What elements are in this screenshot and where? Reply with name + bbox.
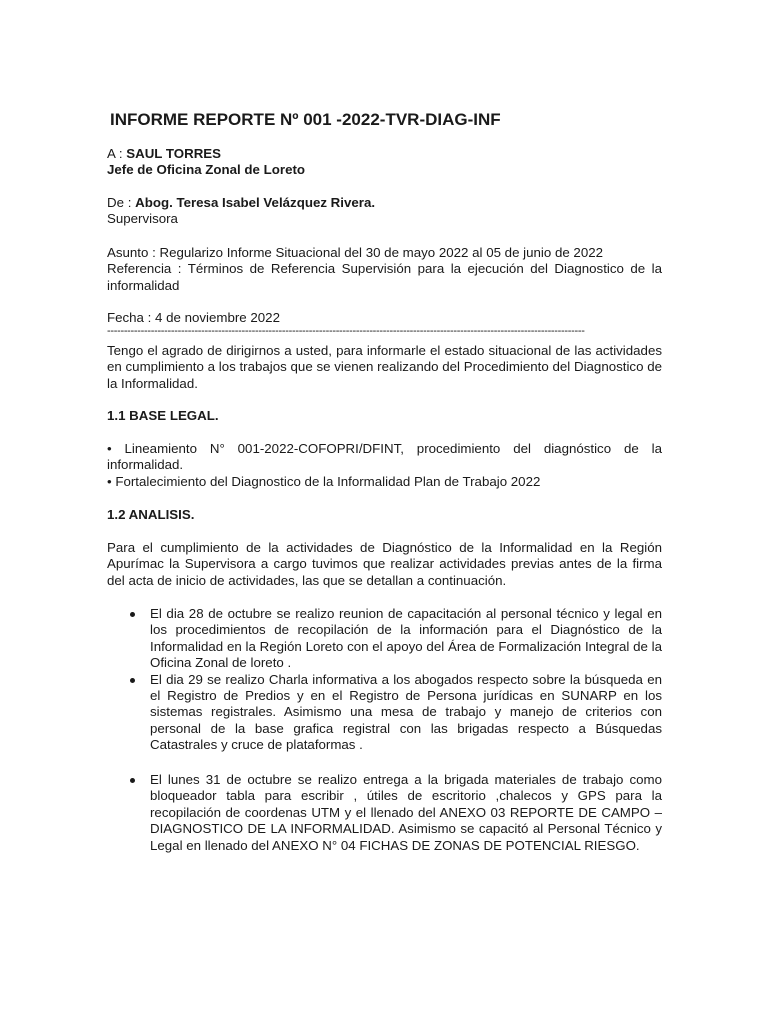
activity-list-continued bbox=[107, 772, 662, 854]
bullet-dot-icon bbox=[130, 678, 135, 683]
bullet-dot-icon bbox=[130, 778, 135, 783]
section-2-heading: 1.2 ANALISIS. bbox=[107, 507, 195, 522]
separator-line: ---------------------------------------------------------------------------------------------------------------------------------------------- bbox=[107, 325, 585, 337]
bullet-dot-icon bbox=[130, 612, 135, 617]
recipient-block bbox=[107, 146, 662, 179]
sender-block bbox=[107, 195, 662, 228]
activity-text: El dia 29 se realizo Charla informativa a los abogados respecto sobre la búsqueda en el Registro de Predios y en el Registro de Persona jurídicas en SUNARP en los sistemas registrales. Asimismo una mesa de trabajo y manejo de criterios con personal de la base grafica registral con las brigadas respecto a Búsquedas Catastrales y cruce de plataformas . bbox=[150, 671, 662, 753]
sender-line bbox=[107, 195, 662, 211]
activity-text: El lunes 31 de octubre se realizo entrega a la brigada materiales de trabajo como bloqueador tabla para escribir , útiles de escritorio ,chalecos y GPS para la recopilación de coordenas UTM y el llenado del ANEXO 03 REPORTE DE CAMPO – DIAGNOSTICO DE LA INFORMALIDAD. Asimismo se capacitó al Personal Técnico y Legal en llenado del ANEXO N° 04 FICHAS DE ZONAS DE POTENCIAL RIESGO. bbox=[150, 772, 662, 853]
recipient-position: Jefe de Oficina Zonal de Loreto bbox=[107, 162, 306, 178]
activity-item bbox=[107, 606, 662, 672]
reference-line: Referencia : Términos de Referencia Supervisión para la ejecución del Diagnostico de la informalidad bbox=[107, 261, 662, 293]
activity-item bbox=[107, 772, 662, 854]
activity-text: El dia 28 de octubre se realizo reunion de capacitación al personal técnico y legal en los procedimientos de recopilación de la información para el Diagnóstico de la Informalidad en la Región Loreto con el apoyo del Área de Formalización Integral de la Oficina Zonal de loreto . bbox=[150, 606, 662, 671]
legal-basis-list bbox=[107, 441, 662, 490]
report-title: INFORME REPORTE Nº 001 -2022-TVR-DIAG-INF bbox=[110, 110, 501, 129]
activity-item bbox=[107, 672, 662, 754]
recipient-label: A : bbox=[107, 146, 127, 161]
sender-label: De : bbox=[107, 195, 136, 210]
legal-basis-item: • Fortalecimiento del Diagnostico de la Informalidad Plan de Trabajo 2022 bbox=[107, 473, 541, 489]
legal-basis-item: • Lineamiento N° 001-2022-COFOPRI/DFINT, procedimiento del diagnóstico de la informalidad. bbox=[107, 441, 662, 473]
date-line: Fecha : 4 de noviembre 2022 bbox=[107, 310, 280, 325]
sender-position: Supervisora bbox=[107, 211, 178, 227]
section-1-heading: 1.1 BASE LEGAL. bbox=[107, 408, 219, 423]
recipient-name: SAUL TORRES bbox=[126, 146, 222, 161]
subject-line: Asunto : Regularizo Informe Situacional del 30 de mayo 2022 al 05 de junio de 2022 bbox=[107, 245, 604, 260]
date-block bbox=[107, 310, 662, 326]
recipient-line bbox=[107, 146, 662, 162]
activity-list bbox=[107, 606, 662, 754]
sender-name: Abog. Teresa Isabel Velázquez Rivera. bbox=[135, 195, 376, 210]
analysis-paragraph: Para el cumplimiento de la actividades de Diagnóstico de la Informalidad en la Región Apurímac la Supervisora a cargo tuvimos que realizar actividades previas antes de la firma del acta de inicio de actividades, las que se detallan a continuación. bbox=[107, 540, 662, 588]
subject-block bbox=[107, 245, 662, 294]
intro-paragraph: Tengo el agrado de dirigirnos a usted, para informarle el estado situacional de las actividades en cumplimiento a los trabajos que se vienen realizando del Procedimiento del Diagnostico de la Informalidad. bbox=[107, 343, 662, 391]
